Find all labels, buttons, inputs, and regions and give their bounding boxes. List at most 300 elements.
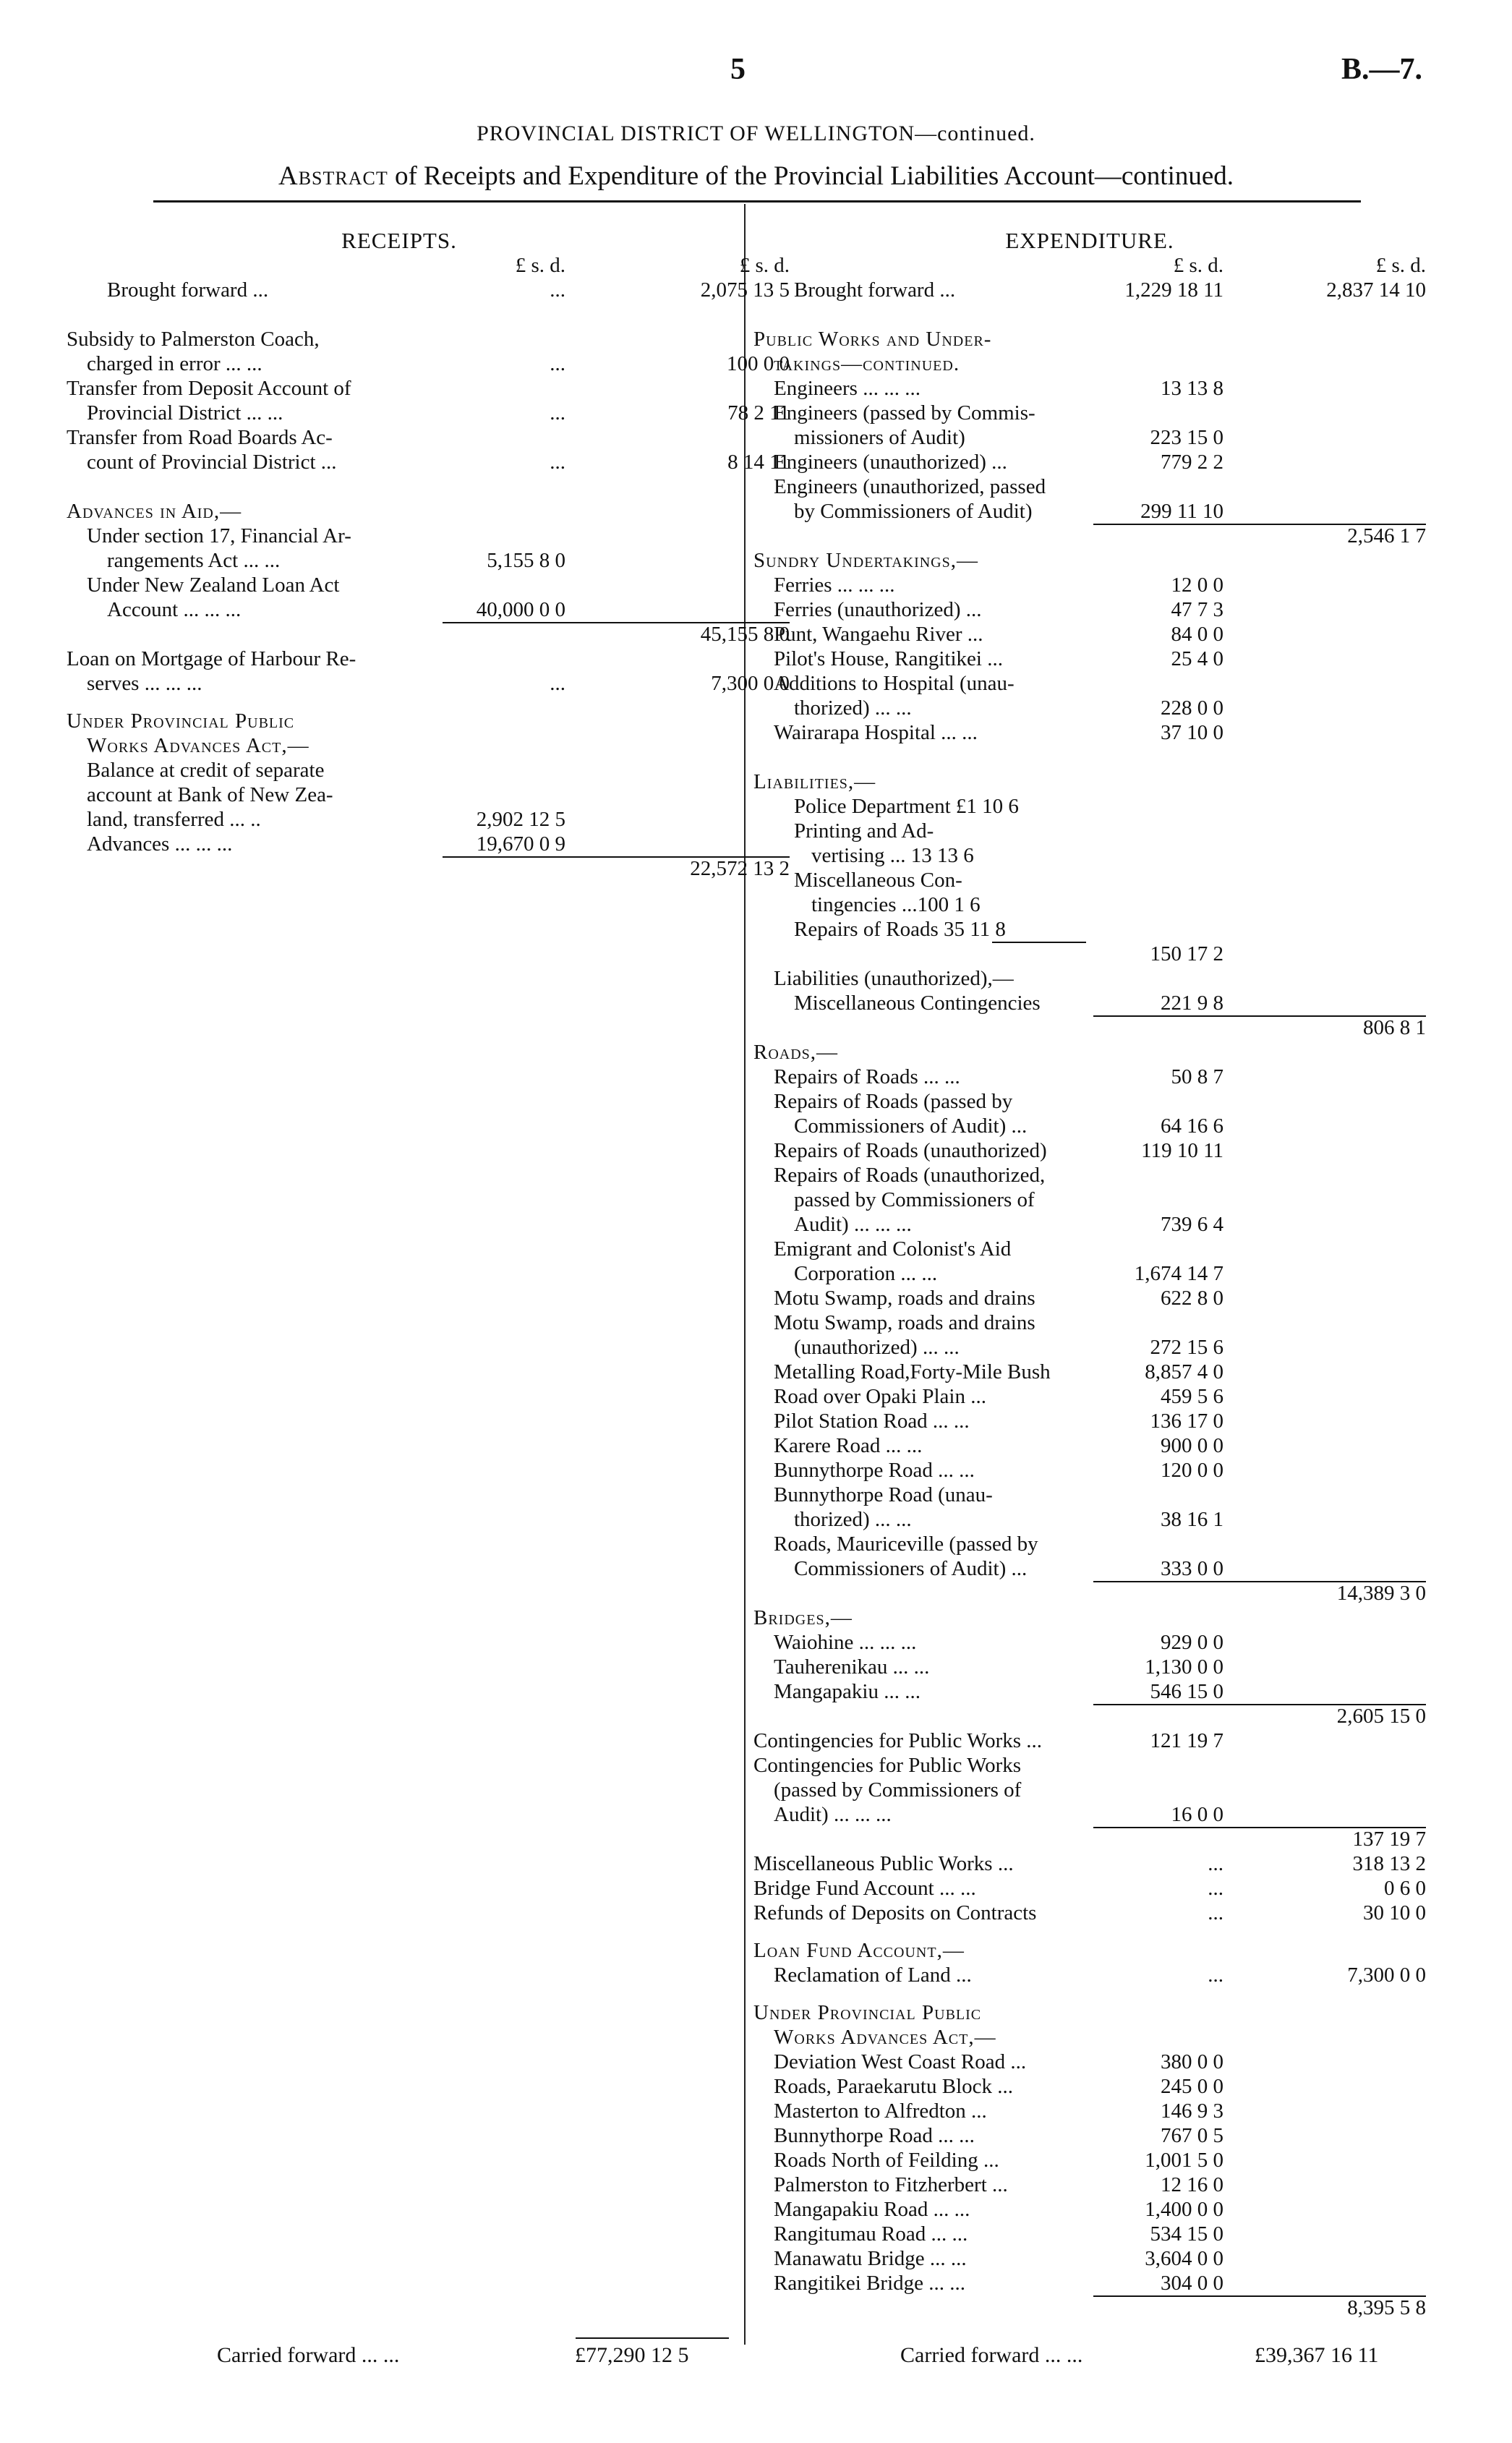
expenditure-row bbox=[753, 1360, 1426, 1384]
expenditure-item-label: Emigrant and Colonist's Aid bbox=[774, 1237, 1012, 1261]
receipts-carried-forward-amount: £77,290 12 5 bbox=[575, 2343, 689, 2367]
receipts-amount-c2: 45,155 8 0 bbox=[700, 623, 790, 646]
expenditure-row bbox=[753, 1212, 1426, 1237]
receipts-amount-c1: 2,902 12 5 bbox=[476, 808, 565, 831]
expenditure-amount-c1: 25 4 0 bbox=[1171, 647, 1223, 670]
expenditure-item-label: Bunnythorpe Road ... ... bbox=[774, 1459, 975, 1482]
expenditure-amount-c2: 2,605 15 0 bbox=[1336, 1705, 1426, 1728]
expenditure-row bbox=[753, 1630, 1426, 1655]
receipts-amount-c2: 2,075 13 5 bbox=[700, 278, 790, 302]
expenditure-amount-c1: 64 16 6 bbox=[1161, 1114, 1223, 1138]
receipts-amount-c1: 40,000 0 0 bbox=[476, 598, 565, 621]
expenditure-row bbox=[753, 1655, 1426, 1679]
expenditure-item-label: Pilot Station Road ... ... bbox=[774, 1410, 970, 1433]
expenditure-item-label: Tauherenikau ... ... bbox=[774, 1655, 930, 1679]
column-divider bbox=[744, 204, 746, 2345]
receipts-item-label: Transfer from Deposit Account of bbox=[67, 377, 351, 400]
expenditure-row bbox=[753, 769, 1426, 794]
expenditure-item-label: Ferries (unauthorized) ... bbox=[774, 598, 982, 621]
expenditure-amount-c1: 37 10 0 bbox=[1161, 721, 1223, 744]
expenditure-row bbox=[753, 2148, 1426, 2173]
expenditure-amount-c1: 146 9 3 bbox=[1161, 2099, 1223, 2123]
expenditure-row bbox=[753, 1483, 1426, 1507]
expenditure-amount-c1: 304 0 0 bbox=[1161, 2272, 1223, 2295]
receipts-item-label: Advances ... ... ... bbox=[87, 832, 233, 856]
expenditure-row bbox=[753, 1876, 1426, 1901]
expenditure-row bbox=[753, 1286, 1426, 1310]
receipts-item-label: charged in error ... ... bbox=[87, 352, 262, 375]
expenditure-amount-c1: 380 0 0 bbox=[1161, 2050, 1223, 2073]
expenditure-row bbox=[753, 622, 1426, 647]
expenditure-row bbox=[753, 1851, 1426, 1876]
expenditure-row bbox=[753, 1458, 1426, 1483]
expenditure-item-label: Repairs of Roads (unauthorized, bbox=[774, 1164, 1046, 1187]
expenditure-amount-c2: 806 8 1 bbox=[1363, 1016, 1426, 1039]
expenditure-item-label: Works Advances Act,— bbox=[774, 2026, 996, 2049]
expenditure-item-label: Motu Swamp, roads and drains bbox=[774, 1311, 1035, 1334]
expenditure-row bbox=[753, 351, 1426, 376]
receipts-total-rule bbox=[576, 2337, 729, 2339]
expenditure-row bbox=[753, 868, 1426, 892]
expenditure-heading: EXPENDITURE. bbox=[1005, 228, 1174, 253]
expenditure-amount-c1: 12 0 0 bbox=[1171, 574, 1223, 597]
receipts-item-label: Brought forward ... bbox=[107, 278, 269, 302]
expenditure-row bbox=[753, 1040, 1426, 1065]
expenditure-column bbox=[753, 229, 1426, 2320]
expenditure-row bbox=[753, 819, 1426, 843]
expenditure-rows bbox=[753, 278, 1426, 2320]
receipts-row bbox=[67, 327, 732, 351]
receipts-row bbox=[67, 856, 790, 881]
expenditure-amount-c2: 30 10 0 bbox=[1363, 1901, 1426, 1924]
expenditure-item-label: Audit) ... ... ... bbox=[794, 1213, 912, 1236]
expenditure-item-label: passed by Commissioners of bbox=[794, 1188, 1035, 1211]
expenditure-amount-c2: 2,546 1 7 bbox=[1347, 524, 1426, 547]
receipts-row bbox=[67, 622, 790, 647]
expenditure-row bbox=[753, 327, 1426, 351]
expenditure-amount-c2: 7,300 0 0 bbox=[1347, 1964, 1426, 1987]
document-reference: B.—7. bbox=[1341, 53, 1422, 86]
receipts-units bbox=[67, 253, 790, 278]
page-number: 5 bbox=[730, 53, 746, 86]
expenditure-amount-c1: 929 0 0 bbox=[1161, 1631, 1223, 1654]
receipts-row bbox=[67, 450, 790, 474]
expenditure-amount-c1: 299 11 10 bbox=[1140, 500, 1223, 523]
expenditure-row bbox=[753, 991, 1426, 1015]
expenditure-amount-c1: ... bbox=[1208, 1852, 1223, 1875]
expenditure-units bbox=[753, 253, 1426, 278]
receipts-item-label: Under New Zealand Loan Act bbox=[87, 574, 340, 597]
expenditure-row bbox=[753, 1114, 1426, 1138]
receipts-column bbox=[67, 228, 790, 881]
expenditure-item-label: by Commissioners of Audit) bbox=[794, 500, 1033, 523]
expenditure-row bbox=[753, 499, 1426, 524]
expenditure-item-label: Printing and Ad- bbox=[794, 819, 934, 843]
receipts-item-label: Provincial District ... ... bbox=[87, 401, 283, 425]
expenditure-row bbox=[753, 1261, 1426, 1286]
header-rule bbox=[153, 200, 1361, 202]
expenditure-item-label: Roads, Paraekarutu Block ... bbox=[774, 2075, 1014, 2098]
receipts-units-c2: £ s. d. bbox=[739, 254, 790, 277]
expenditure-row bbox=[753, 942, 1426, 966]
expenditure-item-label: Road over Opaki Plain ... bbox=[774, 1385, 986, 1408]
subtitle-rest: of Receipts and Expenditure of the Provincial Liabilities Account—continued. bbox=[394, 161, 1234, 191]
spacer bbox=[753, 302, 1426, 327]
expenditure-item-label: Audit) ... ... ... bbox=[774, 1803, 892, 1826]
receipts-rows bbox=[67, 278, 790, 881]
expenditure-item-label: Punt, Wangaehu River ... bbox=[774, 623, 983, 646]
expenditure-item-label: Motu Swamp, roads and drains bbox=[774, 1287, 1035, 1310]
expenditure-carried-forward-amount: £39,367 16 11 bbox=[1255, 2343, 1379, 2367]
expenditure-amount-c1: 221 9 8 bbox=[1161, 992, 1223, 1015]
expenditure-item-label: Engineers ... ... ... bbox=[774, 377, 921, 400]
expenditure-amount-c1: 50 8 7 bbox=[1171, 1065, 1223, 1088]
spacer bbox=[753, 745, 1426, 769]
receipts-row bbox=[67, 671, 790, 696]
expenditure-amount-c2: 137 19 7 bbox=[1352, 1828, 1426, 1851]
expenditure-row bbox=[753, 573, 1426, 597]
expenditure-amount-c1: ... bbox=[1208, 1901, 1223, 1924]
receipts-item-label: Transfer from Road Boards Ac- bbox=[67, 426, 333, 449]
receipts-row bbox=[67, 709, 732, 733]
expenditure-row bbox=[753, 1015, 1426, 1040]
expenditure-amount-c1: 767 0 5 bbox=[1161, 2124, 1223, 2147]
expenditure-row bbox=[753, 450, 1426, 474]
expenditure-row bbox=[753, 278, 1426, 302]
expenditure-row bbox=[753, 1802, 1426, 1827]
receipts-amount-c1: ... bbox=[550, 278, 565, 302]
receipts-row bbox=[67, 351, 790, 376]
expenditure-row bbox=[753, 671, 1426, 696]
expenditure-item-label: Reclamation of Land ... bbox=[774, 1964, 972, 1987]
expenditure-row bbox=[753, 696, 1426, 720]
expenditure-item-label: Miscellaneous Contingencies bbox=[794, 992, 1041, 1015]
receipts-row bbox=[67, 376, 732, 401]
expenditure-item-label: Engineers (unauthorized) ... bbox=[774, 451, 1007, 474]
receipts-row bbox=[67, 524, 732, 548]
page-title: PROVINCIAL DISTRICT OF WELLINGTON—continued. bbox=[477, 121, 1035, 145]
receipts-row bbox=[67, 278, 790, 302]
expenditure-item-label: takings—continued. bbox=[774, 352, 960, 375]
expenditure-item-label: Corporation ... ... bbox=[794, 1262, 938, 1285]
expenditure-row bbox=[753, 1581, 1426, 1606]
expenditure-item-label: Refunds of Deposits on Contracts bbox=[753, 1901, 1037, 1924]
spacer bbox=[67, 302, 732, 327]
expenditure-item-label: Engineers (unauthorized, passed bbox=[774, 475, 1046, 498]
expenditure-item-label: Manawatu Bridge ... ... bbox=[774, 2247, 967, 2270]
expenditure-row bbox=[753, 720, 1426, 745]
expenditure-row bbox=[753, 1963, 1426, 1987]
expenditure-item-label: thorized) ... ... bbox=[794, 696, 912, 720]
expenditure-item-label: Bridge Fund Account ... ... bbox=[753, 1877, 976, 1900]
expenditure-row bbox=[753, 1384, 1426, 1409]
expenditure-item-label: Contingencies for Public Works bbox=[753, 1754, 1022, 1777]
expenditure-carried-forward-label: Carried forward ... ... bbox=[900, 2343, 1083, 2367]
expenditure-row bbox=[753, 2271, 1426, 2295]
receipts-row bbox=[67, 783, 732, 807]
expenditure-row bbox=[753, 597, 1426, 622]
expenditure-row bbox=[753, 1728, 1426, 1753]
page-subtitle bbox=[0, 161, 1512, 192]
expenditure-amount-c1: 3,604 0 0 bbox=[1145, 2247, 1223, 2270]
expenditure-item-label: Commissioners of Audit) ... bbox=[794, 1114, 1028, 1138]
expenditure-row bbox=[753, 1433, 1426, 1458]
receipts-carried-forward-label: Carried forward ... ... bbox=[217, 2343, 400, 2367]
expenditure-item-label: Karere Road ... ... bbox=[774, 1434, 923, 1457]
expenditure-row bbox=[753, 474, 1426, 499]
expenditure-item-label: Repairs of Roads 35 11 8 bbox=[794, 918, 1006, 941]
expenditure-item-label: Liabilities,— bbox=[753, 770, 876, 793]
expenditure-row bbox=[753, 2123, 1426, 2148]
expenditure-row bbox=[753, 2173, 1426, 2197]
receipts-amount-c2: 22,572 13 2 bbox=[690, 857, 790, 880]
receipts-amount-c2: 78 2 11 bbox=[727, 401, 790, 425]
receipts-amount-c1: 19,670 0 9 bbox=[476, 832, 565, 856]
receipts-item-label: Under Provincial Public bbox=[67, 709, 295, 733]
expenditure-amount-c1: 84 0 0 bbox=[1171, 623, 1223, 646]
receipts-row bbox=[67, 647, 732, 671]
receipts-row bbox=[67, 401, 790, 425]
expenditure-item-label: Pilot's House, Rangitikei ... bbox=[774, 647, 1003, 670]
expenditure-item-label: Miscellaneous Public Works ... bbox=[753, 1852, 1014, 1875]
expenditure-item-label: Sundry Undertakings,— bbox=[753, 549, 978, 572]
expenditure-row bbox=[753, 2222, 1426, 2246]
receipts-row bbox=[67, 733, 732, 758]
receipts-amount-c1: ... bbox=[550, 451, 565, 474]
expenditure-row bbox=[753, 401, 1426, 425]
expenditure-amount-c1: 739 6 4 bbox=[1161, 1213, 1223, 1236]
expenditure-row bbox=[753, 1188, 1426, 1212]
expenditure-row bbox=[753, 1409, 1426, 1433]
expenditure-item-label: Roads, Mauriceville (passed by bbox=[774, 1532, 1038, 1556]
expenditure-row bbox=[753, 1679, 1426, 1704]
receipts-amount-c1: ... bbox=[550, 401, 565, 425]
receipts-amount-c2: 100 0 0 bbox=[727, 352, 790, 375]
expenditure-item-label: Roads,— bbox=[753, 1041, 839, 1064]
expenditure-item-label: Loan Fund Account,— bbox=[753, 1939, 965, 1962]
expenditure-row bbox=[753, 1089, 1426, 1114]
expenditure-amount-c2: 8,395 5 8 bbox=[1347, 2296, 1426, 2319]
expenditure-item-label: Contingencies for Public Works ... bbox=[753, 1729, 1043, 1752]
expenditure-row bbox=[753, 2000, 1426, 2025]
expenditure-item-label: Deviation West Coast Road ... bbox=[774, 2050, 1027, 2073]
expenditure-row bbox=[753, 548, 1426, 573]
expenditure-amount-c1: 47 7 3 bbox=[1171, 598, 1223, 621]
expenditure-item-label: Rangitumau Road ... ... bbox=[774, 2222, 968, 2246]
expenditure-amount-c1: 150 17 2 bbox=[1150, 942, 1223, 965]
expenditure-row bbox=[753, 2025, 1426, 2050]
expenditure-item-label: Bunnythorpe Road (unau- bbox=[774, 1483, 993, 1506]
expenditure-row bbox=[753, 917, 1426, 942]
expenditure-row bbox=[753, 1310, 1426, 1335]
receipts-row bbox=[67, 573, 732, 597]
expenditure-row bbox=[753, 1335, 1426, 1360]
receipts-row bbox=[67, 832, 732, 856]
receipts-item-label: Works Advances Act,— bbox=[87, 734, 309, 757]
spacer bbox=[67, 696, 732, 709]
expenditure-item-label: Wairarapa Hospital ... ... bbox=[774, 721, 978, 744]
expenditure-amount-c1: 119 10 11 bbox=[1141, 1139, 1223, 1162]
expenditure-amount-c1: 1,229 18 11 bbox=[1124, 278, 1223, 302]
expenditure-amount-c1: 1,400 0 0 bbox=[1145, 2198, 1223, 2221]
expenditure-amount-c1: 223 15 0 bbox=[1150, 426, 1223, 449]
expenditure-item-label: Under Provincial Public bbox=[753, 2001, 982, 2024]
expenditure-units-c2: £ s. d. bbox=[1375, 254, 1426, 277]
receipts-row bbox=[67, 597, 732, 622]
expenditure-item-label: Bunnythorpe Road ... ... bbox=[774, 2124, 975, 2147]
receipts-row bbox=[67, 425, 732, 450]
expenditure-item-label: Roads North of Feilding ... bbox=[774, 2149, 999, 2172]
expenditure-amount-c1: 16 0 0 bbox=[1171, 1803, 1223, 1826]
subtitle-lead: Abstract bbox=[278, 161, 388, 191]
expenditure-item-label: Masterton to Alfredton ... bbox=[774, 2099, 987, 2123]
expenditure-row bbox=[753, 1532, 1426, 1556]
expenditure-amount-c1: 38 16 1 bbox=[1161, 1508, 1223, 1531]
receipts-amount-c1: ... bbox=[550, 672, 565, 695]
spacer bbox=[753, 1925, 1426, 1938]
expenditure-amount-c1: 1,674 14 7 bbox=[1134, 1262, 1223, 1285]
receipts-item-label: account at Bank of New Zea- bbox=[87, 783, 333, 806]
expenditure-amount-c1: 121 19 7 bbox=[1150, 1729, 1223, 1752]
expenditure-amount-c2: 14,389 3 0 bbox=[1336, 1582, 1426, 1605]
expenditure-amount-c1: 622 8 0 bbox=[1161, 1287, 1223, 1310]
spacer bbox=[67, 474, 732, 499]
expenditure-item-label: (unauthorized) ... ... bbox=[794, 1336, 960, 1359]
expenditure-row bbox=[753, 966, 1426, 991]
expenditure-item-label: thorized) ... ... bbox=[794, 1508, 912, 1531]
expenditure-item-label: Bridges,— bbox=[753, 1606, 853, 1629]
expenditure-row bbox=[753, 425, 1426, 450]
expenditure-item-label: Liabilities (unauthorized),— bbox=[774, 967, 1014, 990]
expenditure-row bbox=[753, 1556, 1426, 1581]
receipts-units-c1: £ s. d. bbox=[515, 254, 565, 277]
receipts-row bbox=[67, 807, 732, 832]
expenditure-row bbox=[753, 1827, 1426, 1851]
receipts-amount-c1: 5,155 8 0 bbox=[487, 549, 565, 572]
expenditure-amount-c1: 333 0 0 bbox=[1161, 1557, 1223, 1580]
expenditure-row bbox=[753, 2295, 1426, 2320]
receipts-item-label: rangements Act ... ... bbox=[107, 549, 281, 572]
receipts-item-label: serves ... ... ... bbox=[87, 672, 202, 695]
expenditure-row bbox=[753, 376, 1426, 401]
expenditure-item-label: Rangitikei Bridge ... ... bbox=[774, 2272, 965, 2295]
expenditure-item-label: Repairs of Roads (unauthorized) bbox=[774, 1139, 1047, 1162]
expenditure-item-label: Additions to Hospital (unau- bbox=[774, 672, 1015, 695]
receipts-item-label: Subsidy to Palmerston Coach, bbox=[67, 328, 320, 351]
expenditure-item-label: Waiohine ... ... ... bbox=[774, 1631, 917, 1654]
expenditure-item-label: Repairs of Roads (passed by bbox=[774, 1090, 1013, 1113]
expenditure-amount-c1: 900 0 0 bbox=[1161, 1434, 1223, 1457]
receipts-amount-c2: 7,300 0 0 bbox=[711, 672, 790, 695]
expenditure-row bbox=[753, 843, 1426, 868]
expenditure-amount-c1: 12 16 0 bbox=[1161, 2173, 1223, 2196]
receipts-row bbox=[67, 499, 732, 524]
receipts-amount-c2: 8 14 11 bbox=[727, 451, 790, 474]
receipts-item-label: Loan on Mortgage of Harbour Re- bbox=[67, 647, 356, 670]
receipts-item-label: land, transferred ... .. bbox=[87, 808, 261, 831]
expenditure-item-label: Engineers (passed by Commis- bbox=[774, 401, 1035, 425]
expenditure-item-label: Miscellaneous Con- bbox=[794, 869, 962, 892]
expenditure-row bbox=[753, 1163, 1426, 1188]
expenditure-item-label: Ferries ... ... ... bbox=[774, 574, 895, 597]
expenditure-amount-c1: 1,130 0 0 bbox=[1145, 1655, 1223, 1679]
receipts-item-label: Balance at credit of separate bbox=[87, 759, 325, 782]
expenditure-item-label: Palmerston to Fitzherbert ... bbox=[774, 2173, 1008, 2196]
expenditure-row bbox=[753, 1237, 1426, 1261]
expenditure-amount-c2: 2,837 14 10 bbox=[1326, 278, 1426, 302]
expenditure-row bbox=[753, 1606, 1426, 1630]
expenditure-amount-c1: 779 2 2 bbox=[1161, 451, 1223, 474]
expenditure-row bbox=[753, 1753, 1426, 1778]
receipts-row bbox=[67, 548, 732, 573]
expenditure-units-c1: £ s. d. bbox=[1173, 254, 1223, 277]
expenditure-amount-c1: 228 0 0 bbox=[1161, 696, 1223, 720]
expenditure-row bbox=[753, 892, 1426, 917]
expenditure-item-label: Commissioners of Audit) ... bbox=[794, 1557, 1028, 1580]
expenditure-row bbox=[753, 2074, 1426, 2099]
expenditure-item-label: vertising ... 13 13 6 bbox=[811, 844, 974, 867]
expenditure-item-label: Public Works and Under- bbox=[753, 328, 992, 351]
expenditure-amount-c1: ... bbox=[1208, 1877, 1223, 1900]
expenditure-row bbox=[753, 1138, 1426, 1163]
expenditure-amount-c1: 8,857 4 0 bbox=[1145, 1360, 1223, 1383]
expenditure-row bbox=[753, 2246, 1426, 2271]
expenditure-amount-c2: 0 6 0 bbox=[1384, 1877, 1426, 1900]
expenditure-amount-c1: 272 15 6 bbox=[1150, 1336, 1223, 1359]
expenditure-amount-c1: 534 15 0 bbox=[1150, 2222, 1223, 2246]
receipts-item-label: count of Provincial District ... bbox=[87, 451, 337, 474]
expenditure-amount-c1: 136 17 0 bbox=[1150, 1410, 1223, 1433]
expenditure-row bbox=[753, 794, 1426, 819]
expenditure-item-label: Metalling Road,Forty-Mile Bush bbox=[774, 1360, 1051, 1383]
expenditure-amount-c1: 459 5 6 bbox=[1161, 1385, 1223, 1408]
receipts-item-label: Advances in Aid,— bbox=[67, 500, 242, 523]
spacer bbox=[753, 1987, 1426, 2000]
expenditure-row bbox=[753, 1065, 1426, 1089]
expenditure-item-label: tingencies ...100 1 6 bbox=[811, 893, 981, 916]
expenditure-item-label: (passed by Commissioners of bbox=[774, 1778, 1022, 1802]
expenditure-row bbox=[753, 1778, 1426, 1802]
expenditure-row bbox=[753, 2197, 1426, 2222]
expenditure-amount-c1: 120 0 0 bbox=[1161, 1459, 1223, 1482]
expenditure-row bbox=[753, 1507, 1426, 1532]
expenditure-item-label: Mangapakiu Road ... ... bbox=[774, 2198, 970, 2221]
expenditure-amount-c1: 546 15 0 bbox=[1150, 1680, 1223, 1703]
expenditure-amount-c1: 13 13 8 bbox=[1161, 377, 1223, 400]
expenditure-row bbox=[753, 2099, 1426, 2123]
receipts-item-label: Account ... ... ... bbox=[107, 598, 242, 621]
expenditure-row bbox=[753, 524, 1426, 548]
expenditure-row bbox=[753, 647, 1426, 671]
expenditure-item-label: Police Department £1 10 6 bbox=[794, 795, 1019, 818]
expenditure-amount-c1: 1,001 5 0 bbox=[1145, 2149, 1223, 2172]
receipts-heading: RECEIPTS. bbox=[341, 228, 457, 253]
expenditure-amount-c2: 318 13 2 bbox=[1352, 1852, 1426, 1875]
expenditure-amount-c1: ... bbox=[1208, 1964, 1223, 1987]
expenditure-item-label: Repairs of Roads ... ... bbox=[774, 1065, 960, 1088]
expenditure-item-label: Mangapakiu ... ... bbox=[774, 1680, 921, 1703]
expenditure-row bbox=[753, 1704, 1426, 1728]
expenditure-row bbox=[753, 1938, 1426, 1963]
expenditure-item-label: missioners of Audit) bbox=[794, 426, 965, 449]
expenditure-amount-c1: 245 0 0 bbox=[1161, 2075, 1223, 2098]
expenditure-row bbox=[753, 1901, 1426, 1925]
receipts-row bbox=[67, 758, 732, 783]
expenditure-row bbox=[753, 2050, 1426, 2074]
receipts-amount-c1: ... bbox=[550, 352, 565, 375]
expenditure-item-label: Brought forward ... bbox=[794, 278, 956, 302]
receipts-item-label: Under section 17, Financial Ar- bbox=[87, 524, 351, 547]
